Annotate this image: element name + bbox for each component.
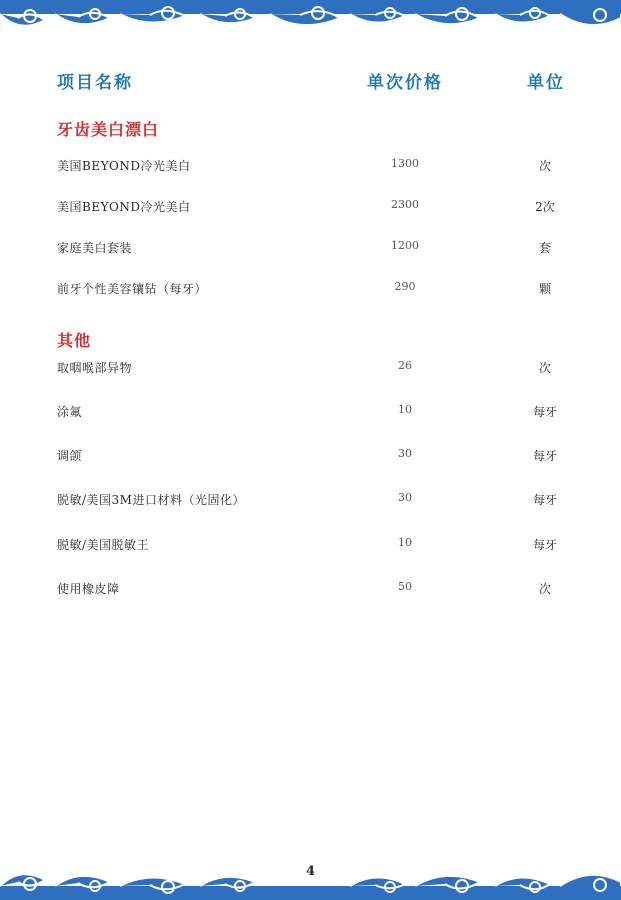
table-row [0, 491, 621, 511]
cloud-pattern-icon [0, 0, 621, 34]
item-unit: 每牙 [532, 449, 557, 463]
item-unit: 每牙 [532, 493, 557, 507]
column-header-price: 单次价格 [367, 73, 443, 93]
item-name: 涂氟 [57, 405, 83, 419]
section-title-other: 其他 [57, 331, 92, 350]
item-price: 10 [398, 536, 412, 549]
item-unit: 2次 [535, 200, 555, 214]
column-header-name: 项目名称 [57, 73, 133, 93]
item-name: 调颌 [57, 449, 83, 463]
page-number: 4 [305, 864, 316, 879]
item-price: 1200 [391, 239, 419, 252]
table-row [0, 157, 621, 177]
item-price: 290 [394, 280, 416, 293]
item-price: 30 [398, 491, 412, 504]
table-row [0, 280, 621, 300]
item-price: 30 [398, 447, 412, 460]
item-name: 前牙个性美容镶钻（每牙） [57, 282, 208, 296]
item-unit: 每牙 [532, 538, 557, 552]
item-unit: 套 [538, 241, 551, 255]
decorative-cloud-border-top [0, 0, 621, 34]
item-unit: 次 [538, 361, 551, 375]
column-header-row [0, 68, 621, 96]
table-row [0, 580, 621, 600]
table-row [0, 359, 621, 379]
item-name: 家庭美白套装 [57, 241, 133, 255]
item-price: 10 [398, 403, 412, 416]
item-unit: 次 [538, 159, 551, 173]
item-price: 2300 [391, 198, 419, 211]
table-row [0, 239, 621, 259]
item-name: 美国BEYOND冷光美白 [57, 200, 191, 214]
table-row [0, 447, 621, 467]
item-name: 脱敏/美国脱敏王 [57, 538, 150, 552]
item-name: 使用橡皮障 [57, 582, 120, 596]
item-price: 26 [398, 359, 412, 372]
item-name: 美国BEYOND冷光美白 [57, 159, 191, 173]
table-row [0, 198, 621, 218]
item-unit: 次 [538, 582, 551, 596]
section-title-whitening: 牙齿美白漂白 [57, 120, 160, 139]
item-name: 取咽喉部异物 [57, 361, 133, 375]
item-unit: 每牙 [532, 405, 557, 419]
column-header-unit: 单位 [527, 73, 565, 93]
table-row [0, 403, 621, 423]
item-unit: 颗 [538, 282, 551, 296]
item-price: 50 [398, 580, 412, 593]
table-row [0, 536, 621, 556]
item-price: 1300 [391, 157, 419, 170]
item-name: 脱敏/美国3M进口材料（光固化） [57, 493, 245, 507]
